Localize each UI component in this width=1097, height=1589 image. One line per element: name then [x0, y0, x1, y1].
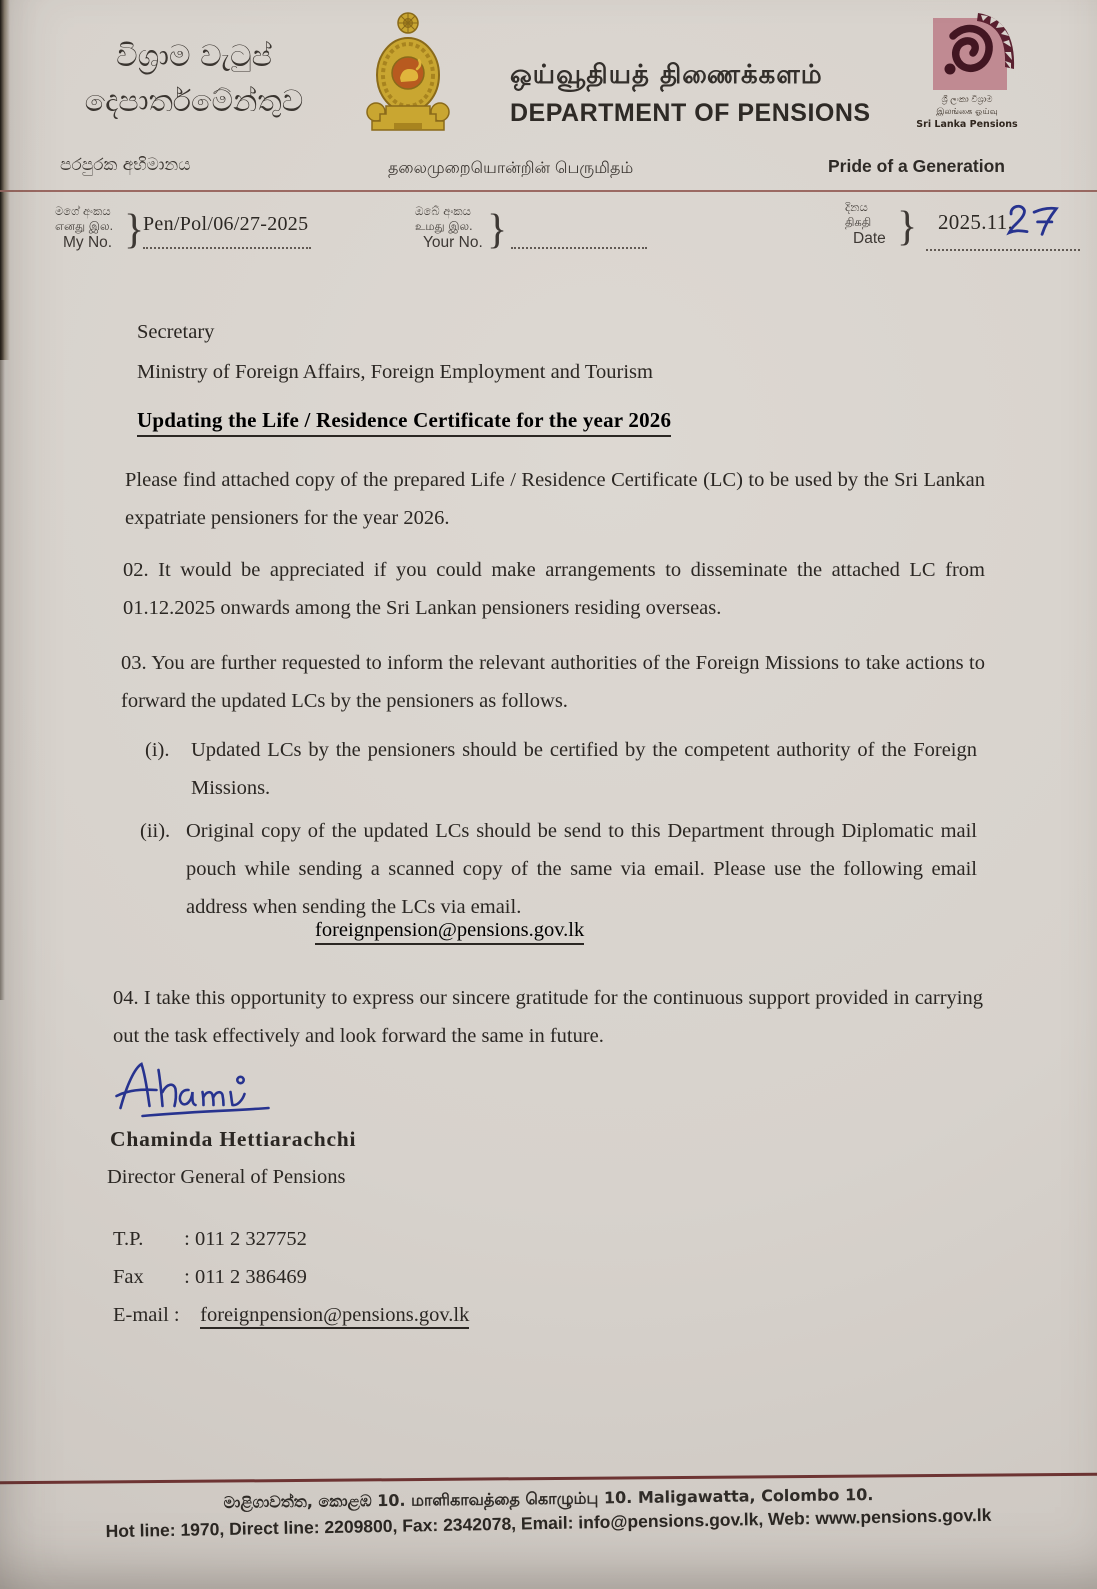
email-value: foreignpension@pensions.gov.lk [200, 1304, 469, 1329]
photo-edge-shadow-lower [0, 300, 5, 1000]
tagline-sinhala: පරපුරක අභිමානය [60, 155, 191, 175]
header-divider-line [0, 190, 1097, 192]
fax-value: : 011 2 386469 [184, 1266, 307, 1288]
handwritten-signature [112, 1056, 287, 1127]
my-no-label-tamil: எனது இல. [55, 219, 114, 233]
pensions-logo-caption [900, 94, 1034, 131]
date-label-sinhala: දිනය [845, 200, 868, 214]
your-no-label-tamil: உமது இல. [415, 219, 473, 233]
fax-label: Fax [113, 1266, 144, 1288]
dept-sinhala-line1: විශ්‍රාම වැටුප් [116, 39, 272, 74]
recipient-title: Secretary [137, 321, 215, 343]
sri-lanka-national-emblem-icon [364, 6, 452, 143]
your-no-brace: } [487, 207, 508, 253]
subject-line: Updating the Life / Residence Certificate for the year 2026 [137, 408, 671, 437]
paragraph-1: Please find attached copy of the prepared Life / Residence Certificate (LC) to be used by the Sri Lankan expatriate pensioners for the year 2026. [125, 469, 985, 529]
signatory-name: Chaminda Hettiarachchi [110, 1127, 357, 1151]
telephone-value: : 011 2 327752 [184, 1228, 307, 1250]
paragraph-4: 04. I take this opportunity to express our sincere gratitude for the continuous support provided in carrying out the task effectively and look forward the same in future. [113, 987, 983, 1047]
logo-caption-sinhala: ශ්‍රී ලංකා විශ්‍රාම [941, 95, 993, 105]
logo-caption-english: Sri Lanka Pensions [916, 119, 1018, 130]
email-row [113, 1304, 469, 1342]
department-name-tamil: ஒய்வூதியத் திணைக்களம் [510, 60, 823, 90]
sri-lanka-pensions-logo-icon [922, 12, 1018, 99]
logo-caption-tamil: இலங்கை ஓய்வு [936, 107, 998, 117]
tagline-tamil: தலைமுறையொன்றின் பெருமிதம் [388, 158, 634, 177]
my-no-brace: } [124, 207, 145, 253]
recipient-ministry: Ministry of Foreign Affairs, Foreign Employment and Tourism [137, 361, 653, 383]
fax-row [113, 1266, 469, 1304]
date-label [845, 200, 886, 248]
footer-hotline: Hot line: 1970, Direct line: 2209800, Fax: 2342078, Email: info@pensions.gov.lk, Web: www.pensions.gov.lk [105, 1504, 992, 1542]
list-item-ii-marker: (ii). [140, 820, 171, 842]
tagline-english: Pride of a Generation [828, 156, 1005, 176]
paragraph-3: 03. You are further requested to inform the relevant authorities of the Foreign Missions to take actions to forward the updated LCs by the pensioners as follows. [121, 652, 985, 712]
signatory-title: Director General of Pensions [107, 1166, 346, 1188]
date-dotted-line [926, 249, 1080, 251]
your-no-label [415, 204, 483, 252]
list-item-i [145, 731, 977, 807]
highlighted-email-address: foreignpension@pensions.gov.lk [315, 919, 584, 945]
department-name-english: DEPARTMENT OF PENSIONS [510, 99, 871, 127]
paragraph-2: 02. It would be appreciated if you could make arrangements to disseminate the attached LC from 01.12.2025 onwards among the Sri Lankan pensioners residing overseas. [123, 559, 985, 619]
my-no-label-sinhala: මගේ අංකය [55, 204, 111, 218]
date-brace: } [897, 204, 918, 250]
your-no-dotted-line [511, 247, 647, 249]
date-handwritten-value [1004, 200, 1066, 247]
your-no-label-english: Your No. [423, 234, 483, 251]
date-label-tamil: திகதி [845, 215, 872, 229]
telephone-label: T.P. [113, 1228, 144, 1250]
my-no-dotted-line [143, 247, 311, 249]
footer-address: මාළිගාවත්ත, කොළඹ 10. மாளிகாவத்தை கொழும்பு 10. Maligawatta, Colombo 10. [223, 1485, 874, 1512]
my-no-label-english: My No. [63, 234, 113, 251]
date-label-english: Date [853, 230, 886, 247]
department-name-sinhala [46, 34, 342, 124]
my-no-value: Pen/Pol/06/27-2025 [143, 213, 309, 235]
list-item-i-marker: (i). [145, 739, 170, 761]
contact-block [113, 1228, 469, 1342]
telephone-row [113, 1228, 469, 1266]
list-item-i-text: Updated LCs by the pensioners should be certified by the competent authority of the Foreign Missions. [191, 739, 977, 799]
date-printed-value: 2025.11. [938, 210, 1014, 234]
list-item-ii [140, 812, 977, 926]
your-no-label-sinhala: ඔබේ අංකය [415, 204, 471, 218]
recipient-address [137, 312, 837, 392]
my-no-label [55, 204, 113, 252]
dept-sinhala-line2: දෙපාර්තමේන්තුව [84, 84, 304, 119]
email-label: E-mail : [113, 1304, 180, 1326]
list-item-ii-text: Original copy of the updated LCs should be send to this Department through Diplomatic mail pouch while sending a scanned copy of the same via email. Please use the following email address when sending the LCs via email. [186, 820, 977, 918]
